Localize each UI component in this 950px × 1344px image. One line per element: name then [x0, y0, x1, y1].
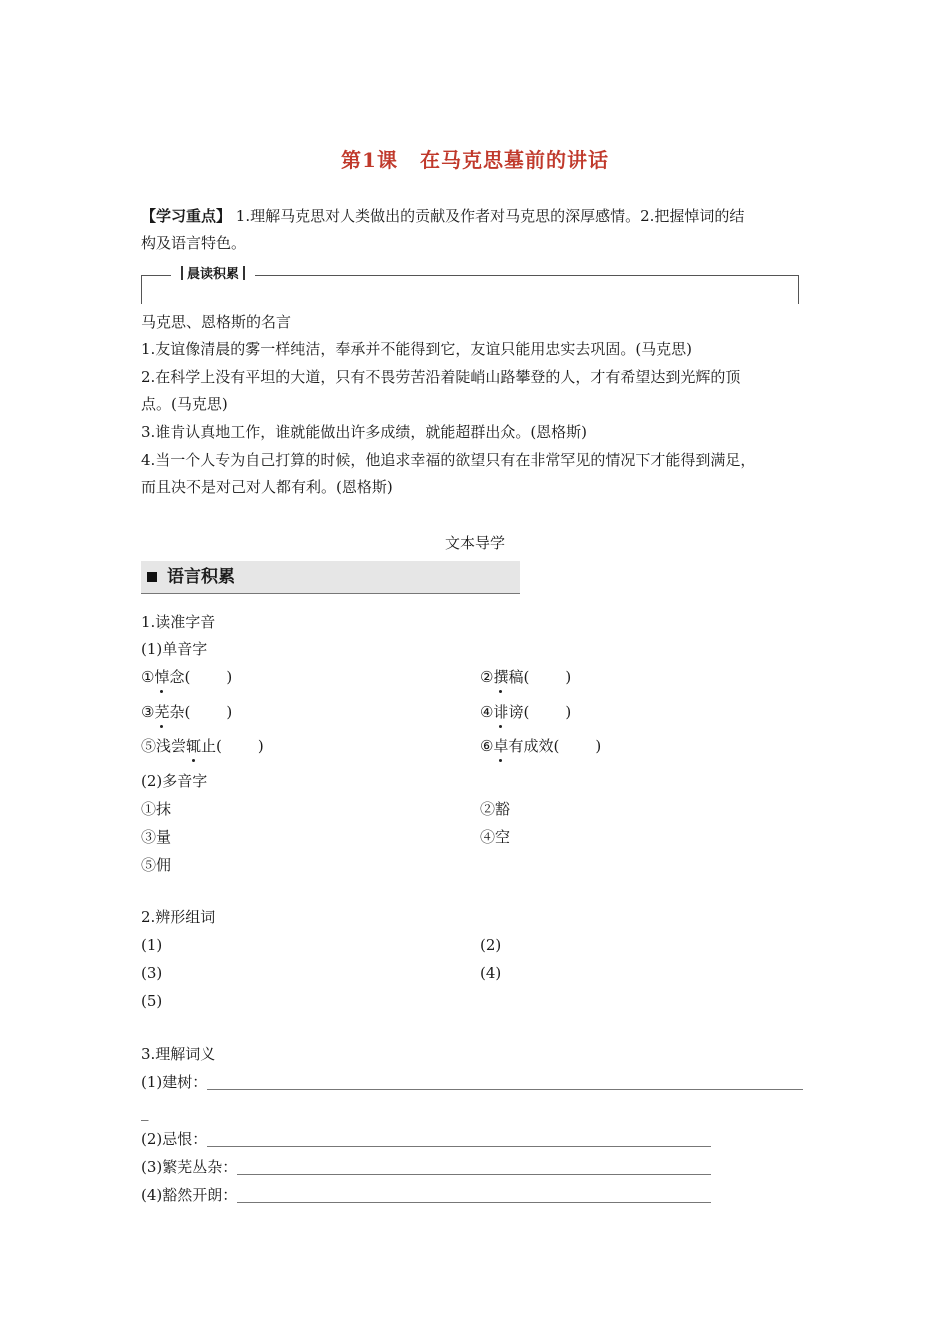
quote-4-line2: 而且决不是对己对人都有利。(恩格斯) — [141, 478, 393, 496]
pronounce-item-6: ⑥卓有成效( ) — [480, 733, 601, 759]
quote-2-line2: 点。(马克思) — [141, 395, 228, 413]
meaning-item-4: (4)豁然开朗： — [141, 1182, 711, 1208]
pronounce-item-4: ④诽谤( ) — [480, 699, 571, 725]
lesson-number: 第1课 — [341, 148, 398, 172]
lesson-title — [0, 144, 950, 173]
pronunciation-heading: 1.读准字音 — [141, 613, 216, 631]
multi-item-1: ①抹 — [141, 800, 172, 818]
single-reading-heading: (1)单音字 — [141, 640, 208, 658]
study-focus-line2: 构及语言特色。 — [141, 234, 247, 252]
answer-line[interactable] — [237, 1158, 711, 1175]
study-focus-tag: 【学习重点】 — [141, 207, 232, 225]
text-guide-heading: 文本导学 — [444, 534, 505, 552]
answer-line[interactable] — [237, 1186, 711, 1203]
quotes-heading: 马克思、恩格斯的名言 — [141, 313, 292, 331]
shape-item-2: (2) — [480, 936, 502, 954]
square-bullet-icon — [147, 572, 157, 582]
meaning-item-3: (3)繁芜丛杂： — [141, 1154, 711, 1180]
shape-item-4: (4) — [480, 964, 502, 982]
meaning-item-1-cont: _ — [141, 1103, 149, 1121]
meaning-item-2: (2)忌恨： — [141, 1126, 711, 1152]
language-section-title: 语言积累 — [167, 567, 235, 587]
quote-1: 1.友谊像清晨的雾一样纯洁，奉承并不能得到它，友谊只能用忠实去巩固。(马克思) — [141, 340, 693, 358]
banner-label: 晨读积累 — [187, 267, 240, 282]
multi-item-3: ③量 — [141, 828, 172, 846]
pronounce-item-1: ①悼念( ) — [141, 664, 232, 690]
shape-item-3: (3) — [141, 964, 163, 982]
multi-item-4: ④空 — [480, 828, 511, 846]
meaning-item-1: (1)建树： — [141, 1069, 803, 1095]
pronounce-item-5: ⑤浅尝辄止( ) — [141, 733, 264, 759]
quote-3: 3.谁肯认真地工作，谁就能做出许多成绩，就能超群出众。(恩格斯) — [141, 423, 588, 441]
answer-line[interactable] — [207, 1073, 803, 1090]
morning-reading-banner — [141, 264, 799, 304]
shape-item-1: (1) — [141, 936, 163, 954]
word-meaning-heading: 3.理解词义 — [141, 1045, 216, 1063]
multi-item-2: ②豁 — [480, 800, 511, 818]
multi-item-5: ⑤佣 — [141, 856, 172, 874]
study-focus-line1: 【学习重点】 1.理解马克思对人类做出的贡献及作者对马克思的深厚感情。2.把握悼词的结 — [141, 207, 745, 225]
pronounce-item-3: ③芜杂( ) — [141, 699, 232, 725]
quote-2-line1: 2.在科学上没有平坦的大道，只有不畏劳苦沿着陡峭山路攀登的人，才有希望达到光辉的顶 — [141, 368, 741, 386]
shape-item-5: (5) — [141, 992, 163, 1010]
shape-words-heading: 2.辨形组词 — [141, 908, 216, 926]
pronounce-item-2: ②撰稿( ) — [480, 664, 571, 690]
multi-reading-heading: (2)多音字 — [141, 772, 208, 790]
answer-line[interactable] — [207, 1130, 711, 1147]
quote-4-line1: 4.当一个人专为自己打算的时候，他追求幸福的欲望只有在非常罕见的情况下才能得到满足， — [141, 451, 756, 469]
language-section-header — [141, 561, 520, 594]
lesson-name: 在马克思墓前的讲话 — [419, 148, 609, 172]
